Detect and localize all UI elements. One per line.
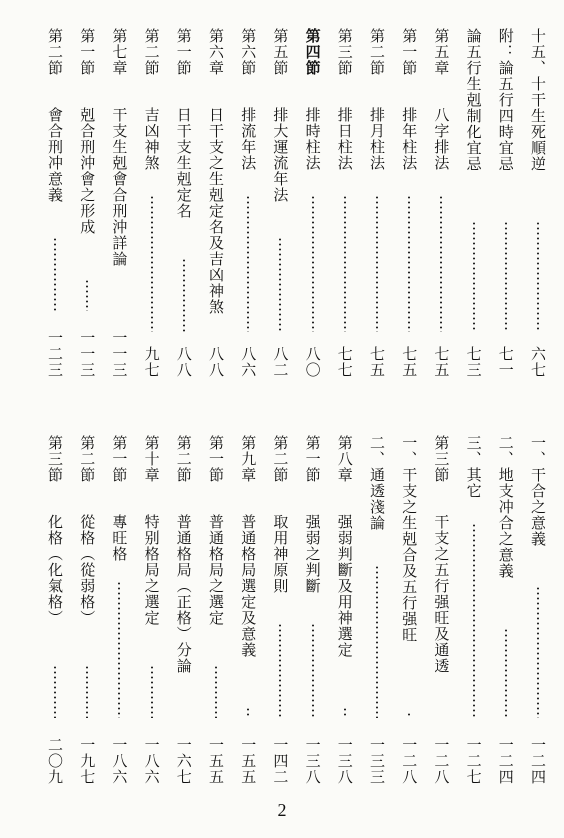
- toc-entry-page: 二〇九: [46, 737, 64, 785]
- toc-entry-title: 化格（化氣格）: [46, 514, 64, 626]
- leader-dots: [344, 195, 346, 332]
- toc-entry-title: 强弱之判斷: [303, 514, 322, 594]
- toc-entry-label: 第八章: [335, 435, 354, 483]
- toc-entry[interactable]: [140, 28, 164, 378]
- toc-entry-title: 强弱判斷及用神選定: [335, 514, 354, 658]
- toc-entry[interactable]: [268, 28, 292, 378]
- toc-entry-title: 一、干支之生剋合及五行强旺: [400, 435, 419, 643]
- toc-top-half: [22, 28, 550, 378]
- toc-entry[interactable]: [365, 435, 389, 785]
- toc-entry-page: 一二八: [432, 737, 451, 785]
- toc-entry-label: 第二節: [78, 435, 97, 483]
- toc-entry-title: 日干支生剋定名: [174, 107, 193, 219]
- leader-dots: [312, 623, 314, 718]
- toc-entry-title: 十五、十干生死順逆: [529, 28, 547, 172]
- leader-dots: [151, 195, 153, 332]
- leader-dots: [537, 586, 539, 718]
- toc-entry-title: 專旺格: [110, 514, 129, 562]
- toc-entry[interactable]: [75, 28, 99, 378]
- toc-entry[interactable]: [397, 435, 421, 785]
- toc-entry[interactable]: [462, 435, 486, 785]
- toc-entry-label: 第二節: [142, 28, 161, 76]
- toc-entry-title: 三、其它: [464, 435, 483, 499]
- leader-dots: [86, 279, 88, 311]
- leader-dots: [376, 195, 378, 332]
- toc-entry-title: 從格（從弱格）: [78, 514, 97, 626]
- toc-entry[interactable]: [75, 435, 99, 785]
- toc-entry-page: 一二三: [46, 330, 64, 378]
- toc-entry-page: 一四二: [271, 737, 290, 785]
- toc-entry-page: 一六七: [174, 737, 193, 785]
- page-number: 2: [277, 800, 287, 820]
- toc-entry[interactable]: [397, 28, 421, 378]
- toc-entry[interactable]: [107, 435, 131, 785]
- toc-entry-page: 一三八: [303, 737, 322, 785]
- toc-entry-page: 七七: [335, 346, 354, 378]
- toc-entry[interactable]: [494, 435, 518, 785]
- toc-entry-title: 排流年法: [239, 107, 258, 171]
- toc-entry-title: 吉凶神煞: [142, 107, 161, 171]
- toc-entry[interactable]: [268, 435, 292, 785]
- toc-entry-page: 一一三: [78, 330, 97, 378]
- toc-entry-page: 一三三: [368, 737, 386, 785]
- toc-entry-title: 排年柱法: [400, 107, 419, 171]
- toc-entry-page: 八二: [271, 346, 290, 378]
- toc-entry-page: 八八: [207, 346, 225, 378]
- toc-entry-page: 一一三: [110, 330, 129, 378]
- toc-entry[interactable]: [365, 28, 389, 378]
- leader-dots: [247, 195, 249, 332]
- toc-entry-label: 第二節: [271, 435, 290, 483]
- toc-entry-label: 第四節: [303, 28, 322, 76]
- leader-dots: [151, 665, 153, 718]
- toc-entry[interactable]: [204, 28, 228, 378]
- toc-entry-label: 第三節: [335, 28, 354, 76]
- toc-entry-page: 八六: [239, 346, 258, 378]
- toc-entry-page: 一二七: [464, 737, 483, 785]
- toc-entry-label: 第十章: [142, 435, 161, 483]
- toc-entry[interactable]: [43, 28, 67, 378]
- toc-entry[interactable]: [204, 435, 228, 785]
- toc-entry[interactable]: [236, 435, 260, 785]
- toc-entry-page: 一九七: [78, 737, 97, 785]
- toc-entry-title: 八字排法: [432, 107, 451, 171]
- leader-dots: [537, 221, 539, 332]
- toc-entry-title: 取用神原則: [271, 514, 290, 594]
- toc-entry[interactable]: [172, 435, 196, 785]
- toc-entry[interactable]: [429, 28, 453, 378]
- toc-entry[interactable]: [236, 28, 260, 378]
- toc-entry-title: 排大運流年法: [271, 107, 290, 203]
- toc-entry-title: 普通格局之選定: [207, 514, 225, 626]
- toc-entry-title: 一、干合之意義: [529, 435, 547, 547]
- toc-entry-label: 第一節: [110, 435, 129, 483]
- toc-entry[interactable]: [333, 435, 357, 785]
- leader-dots: [440, 195, 442, 332]
- leader-dots: [279, 237, 281, 332]
- toc-entry-page: 九七: [142, 346, 161, 378]
- toc-entry-label: 第三節: [432, 435, 451, 483]
- toc-entry[interactable]: [172, 28, 196, 378]
- toc-entry-page: 七五: [432, 346, 451, 378]
- toc-entry-page: 七五: [368, 346, 386, 378]
- toc-entry-page: 一二四: [496, 737, 515, 785]
- toc-entry-page: 一三八: [335, 737, 354, 785]
- toc-entry-label: 第五節: [271, 28, 290, 76]
- leader-dots: [505, 221, 507, 332]
- toc-entry-page: 七三: [464, 346, 483, 378]
- leader-dots: [344, 707, 346, 718]
- toc-entry[interactable]: [526, 28, 550, 378]
- toc-entry-label: 第六節: [239, 28, 258, 76]
- toc-entry-label: 第三節: [46, 435, 64, 483]
- toc-entry[interactable]: [429, 435, 453, 785]
- toc-entry-title: 會合刑冲意義: [46, 107, 64, 203]
- toc-entry-page: 八〇: [303, 346, 322, 378]
- leader-dots: [215, 665, 217, 718]
- toc-entry-label: 第二節: [368, 28, 386, 76]
- leader-dots: [473, 221, 475, 332]
- leader-dots: [376, 565, 378, 718]
- toc-entry-title: 排時柱法: [303, 107, 322, 171]
- toc-entry-label: 第一節: [400, 28, 419, 76]
- toc-entry-title: 剋合刑沖會之形成: [78, 107, 97, 235]
- toc-entry[interactable]: [301, 28, 325, 378]
- leader-dots: [118, 581, 120, 718]
- leader-dots: [54, 237, 56, 311]
- toc-entry-title: 二、地支冲合之意義: [496, 435, 515, 579]
- toc-entry-page: 一二四: [529, 737, 547, 785]
- toc-entry-label: 第一節: [78, 28, 97, 76]
- toc-entry-title: 特别格局之選定: [142, 514, 161, 626]
- toc-entry-page: 一八六: [110, 737, 129, 785]
- toc-entry-label: 第二節: [174, 435, 193, 483]
- toc-entry[interactable]: [107, 28, 131, 378]
- toc-entry-title: 日干支之生剋定名及吉凶神煞: [207, 107, 225, 315]
- toc-entry-page: 一八六: [142, 737, 161, 785]
- toc-entry[interactable]: [462, 28, 486, 378]
- leader-dots: [408, 195, 410, 332]
- toc-entry-label: 第五章: [432, 28, 451, 76]
- leader-dots: [473, 523, 475, 718]
- toc-entry-page: 八八: [174, 346, 193, 378]
- toc-entry-label: 第一節: [174, 28, 193, 76]
- toc-entry-title: 排月柱法: [368, 107, 386, 171]
- toc-entry-page: 七五: [400, 346, 419, 378]
- leader-dots: [54, 665, 56, 718]
- toc-entry-title: 二、通透淺論: [368, 435, 386, 531]
- leader-dots: [183, 258, 185, 332]
- toc-entry-label: 第一節: [207, 435, 225, 483]
- toc-entry[interactable]: [140, 435, 164, 785]
- toc-entry-page: 一五五: [207, 737, 225, 785]
- leader-dots: [86, 665, 88, 718]
- toc-entry-title: 排日柱法: [335, 107, 354, 171]
- toc-entry-title: 干支之五行强旺及通透: [432, 514, 451, 674]
- toc-entry-page: 一五五: [239, 737, 258, 785]
- toc-entry-label: 第二節: [46, 28, 64, 76]
- toc-entry-title: 論五行生剋制化宜忌: [464, 28, 483, 172]
- toc-entry[interactable]: [494, 28, 518, 378]
- toc-bottom-half: [22, 435, 550, 785]
- leader-dots: [312, 195, 314, 332]
- toc-entry[interactable]: [301, 435, 325, 785]
- toc-entry[interactable]: [333, 28, 357, 378]
- toc-entry[interactable]: [43, 435, 67, 785]
- toc-entry-label: 第九章: [239, 435, 258, 483]
- leader-dots: [408, 712, 410, 718]
- toc-entry-page: 六七: [529, 346, 547, 378]
- toc-entry-title: 普通格局（正格）分論: [174, 514, 193, 674]
- leader-dots: [505, 628, 507, 718]
- toc-entry-label: 第七章: [110, 28, 129, 76]
- toc-entry-page: 一二八: [400, 737, 419, 785]
- toc-entry-title: 干支生剋會合刑沖詳論: [110, 107, 129, 267]
- leader-dots: [247, 707, 249, 718]
- toc-entry-label: 第六章: [207, 28, 225, 76]
- toc-entry-title: 附：論五行四時宜忌: [496, 28, 515, 172]
- leader-dots: [279, 623, 281, 718]
- toc-entry[interactable]: [526, 435, 550, 785]
- toc-entry-title: 普通格局選定及意義: [239, 514, 258, 658]
- toc-entry-label: 第一節: [303, 435, 322, 483]
- toc-entry-page: 七一: [496, 346, 515, 378]
